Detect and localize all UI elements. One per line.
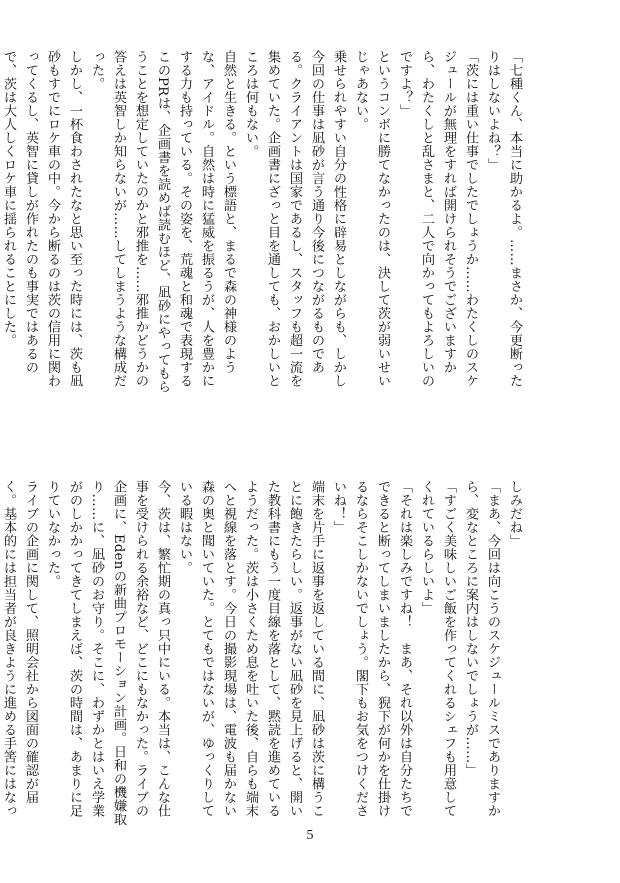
paragraph: しかし、一杯食わされたなと思い至った時には、茨も凪砂もすでにロケ車の中。今から断るのは茨の信用に関わってくるし、英智に貸しが作れたのも事実ではあるので、茨は大人しくロケ車に揺られることにした。 <box>1 50 82 388</box>
paragraph: 「茨には重い仕事でしたでしょうか……わたくしのスケジュールが無理をすれば開けられそうでございますから、わたくしと乱さまと、二人で向かってもよろしいのですよ？」 <box>397 50 478 388</box>
paragraph: 乗せられやすい自分の性格に辟易としながらも、しかし今回の仕事は凪砂が言う通り今後につながるものである。クライアントは国家であるし、スタッフも超一流を集めていた。企画書にざっと目を通しても、おかしいところは何もない。 <box>243 50 346 388</box>
paragraph: 端末を片手に返事を返している間に、凪砂は茨に構うことに飽きたらしい。返事がない凪砂を見上げると、開いた教科書にもう一度目線を落として、黙読を進めているようだった。茨は小さくため息を吐いた後、自らも端末へと視線を落とす。今日の撮影現場は、電波も届かない森の奥と聞いていた。とてもではないが、ゆっくりしている暇はない。 <box>177 480 324 818</box>
paragraph: しみだね」 <box>507 480 522 548</box>
text-column-bottom <box>1 480 525 830</box>
paragraph: 自然と生きる。という標語と、まるで森の神様のような、アイドル。自然は時に猛威を振るうが、人を豊かにする力も持っている。その姿を、荒魂と和魂で表現するこのPRは、企画書を読めば読むほど、凪砂にやってもらうことを想定していたのかと邪推を……邪推かどうかの答えは英智しか知らないが……してしまうような構成だった。 <box>89 50 236 394</box>
paragraph: ライブの企画に関して、照明会社から図面の確認が届く。基本的には担当者が良きように進める手筈にはなっ <box>1 480 38 818</box>
paragraph: 今、茨は、繁忙期の真っ只中にいる。本当は、こんな仕事を受けられる余裕など、どこにもなかった。ライブの企画に、Edenの新曲プロモーション計画。日和の機嫌取り……に、凪砂のお守り。そこに、わずかとはいえ学業がのしかかってきてしまえば、茨の時間は、あまりに足りていなかった。 <box>45 480 170 827</box>
paragraph: 「すごく美味しいご飯を作ってくれるシェフも用意してくれているらしいよ」 <box>419 480 456 818</box>
text-column-top <box>1 50 525 400</box>
paragraph: 「それは楽しみですね！ まあ、それ以外は自分たちでできると断ってしまいましたから、猊下が何かを仕掛けるならそこしかないでしょう。閣下もお気をつけくださいね！」 <box>331 480 412 818</box>
paragraph: というコンボに勝てなかったのは、決して茨が弱いせいじゃあない。 <box>353 50 390 388</box>
paragraph: 「七種くん、本当に助かるよ。……まさか、今更断ったりはしないよね？」 <box>485 50 522 388</box>
paragraph: 「まあ、今回は向こうのスケジュールミスでありますから、変なところに案内はしないでしょうが……」 <box>463 480 500 818</box>
page-number: 5 <box>306 828 314 843</box>
